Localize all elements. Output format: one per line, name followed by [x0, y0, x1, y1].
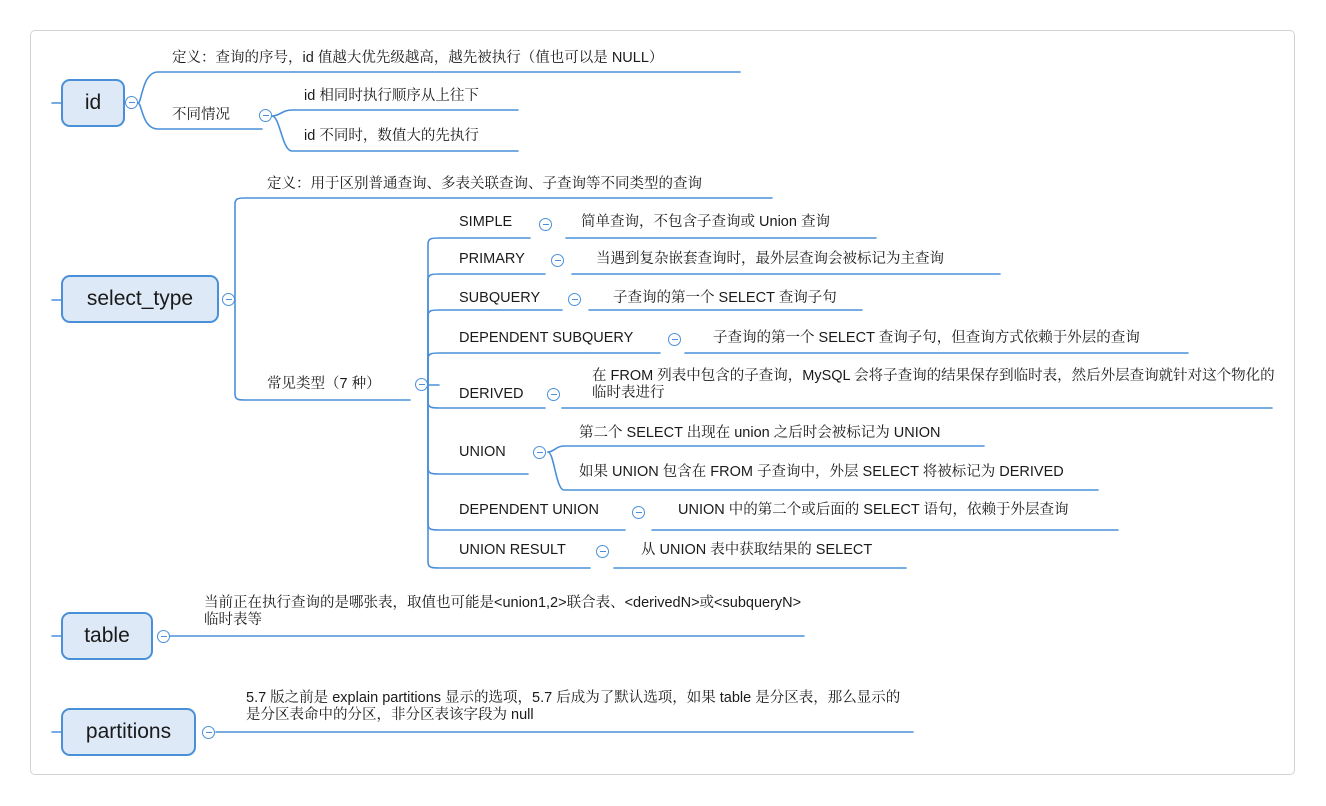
root-node-table-title: table	[84, 624, 130, 647]
collapse-toggle-icon[interactable]	[157, 630, 170, 643]
collapse-toggle-icon[interactable]	[259, 109, 272, 122]
type-derived: DERIVED	[459, 386, 524, 402]
type-primary: PRIMARY	[459, 251, 525, 267]
collapse-toggle-icon[interactable]	[539, 218, 552, 231]
type-union-result-desc: 从 UNION 表中获取结果的 SELECT	[641, 542, 873, 558]
root-node-select-type[interactable]	[61, 275, 219, 323]
id-cases-label: 不同情况	[172, 107, 230, 123]
partitions-desc: 5.7 版之前是 explain partitions 显示的选项，5.7 后成为了默认选项，如果 table 是分区表，那么显示的是分区表命中的分区，非分区表该字段为 null	[246, 690, 901, 723]
root-node-id-title: id	[84, 91, 102, 114]
collapse-toggle-icon[interactable]	[202, 726, 215, 739]
type-primary-desc: 当遇到复杂嵌套查询时，最外层查询会被标记为主查询	[596, 251, 944, 267]
type-union-desc-2: 如果 UNION 包含在 FROM 子查询中，外层 SELECT 将被标记为 DERIVED	[579, 464, 1064, 480]
select-type-types-label: 常见类型（7 种）	[267, 376, 381, 392]
collapse-toggle-icon[interactable]	[415, 378, 428, 391]
type-derived-desc: 在 FROM 列表中包含的子查询，MySQL 会将子查询的结果保存到临时表，然后外层查询就针对这个物化的临时表进行	[592, 368, 1275, 401]
id-definition: 定义：查询的序号，id 值越大优先级越高，越先被执行（值也可以是 NULL）	[172, 50, 664, 66]
type-union: UNION	[459, 444, 506, 460]
type-subquery: SUBQUERY	[459, 290, 541, 306]
type-dependent-subquery: DEPENDENT SUBQUERY	[459, 330, 634, 346]
collapse-toggle-icon[interactable]	[125, 96, 138, 109]
collapse-toggle-icon[interactable]	[596, 545, 609, 558]
collapse-toggle-icon[interactable]	[551, 254, 564, 267]
type-subquery-desc: 子查询的第一个 SELECT 查询子句	[613, 290, 837, 306]
type-dependent-union-desc: UNION 中的第二个或后面的 SELECT 语句，依赖于外层查询	[678, 502, 1069, 518]
collapse-toggle-icon[interactable]	[632, 506, 645, 519]
root-node-partitions[interactable]	[61, 708, 196, 756]
root-node-partitions-title: partitions	[85, 720, 172, 743]
collapse-toggle-icon[interactable]	[222, 293, 235, 306]
select-type-definition: 定义：用于区别普通查询、多表关联查询、子查询等不同类型的查询	[267, 176, 702, 192]
id-case-2: id 不同时，数值大的先执行	[304, 128, 479, 144]
root-node-id[interactable]	[61, 79, 125, 127]
root-node-select-type-title: select_type	[86, 287, 194, 310]
type-dependent-subquery-desc: 子查询的第一个 SELECT 查询子句，但查询方式依赖于外层的查询	[713, 330, 1140, 346]
type-dependent-union: DEPENDENT UNION	[459, 502, 599, 518]
id-case-1: id 相同时执行顺序从上往下	[304, 88, 479, 104]
collapse-toggle-icon[interactable]	[668, 333, 681, 346]
collapse-toggle-icon[interactable]	[547, 388, 560, 401]
collapse-toggle-icon[interactable]	[568, 293, 581, 306]
type-simple: SIMPLE	[459, 214, 513, 230]
type-union-desc-1: 第二个 SELECT 出现在 union 之后时会被标记为 UNION	[579, 425, 941, 441]
type-union-result: UNION RESULT	[459, 542, 566, 558]
table-desc: 当前正在执行查询的是哪张表，取值也可能是<union1,2>联合表、<derivedN>或<subqueryN>临时表等	[204, 595, 802, 628]
type-simple-desc: 简单查询，不包含子查询或 Union 查询	[581, 214, 830, 230]
root-node-table[interactable]	[61, 612, 153, 660]
collapse-toggle-icon[interactable]	[533, 446, 546, 459]
